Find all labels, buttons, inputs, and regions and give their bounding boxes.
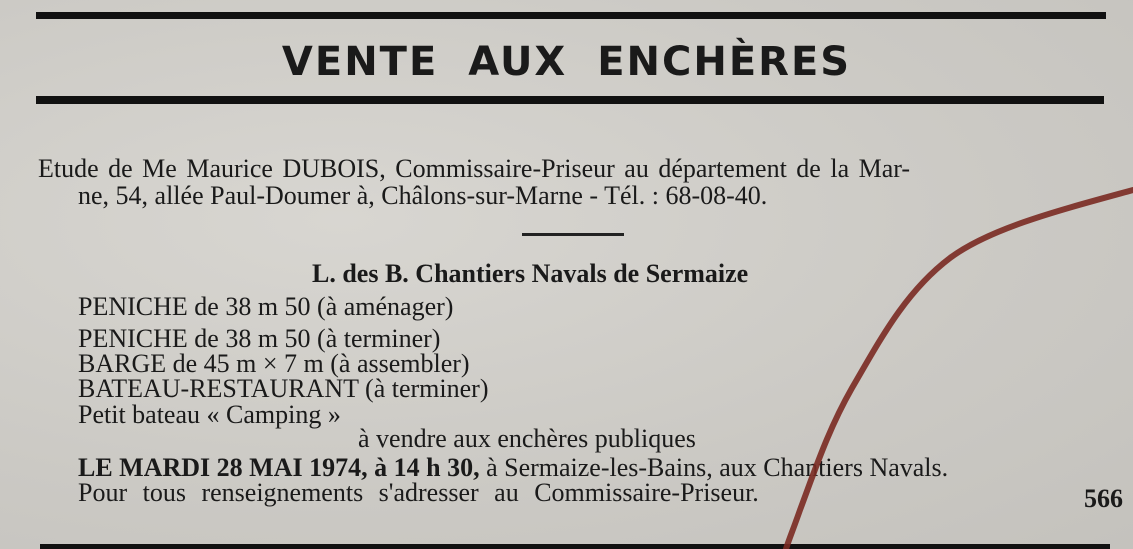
list-item: PENICHE de 38 m 50 (à terminer) xyxy=(78,324,441,353)
top-rule xyxy=(36,12,1106,19)
etude-line-1: Etude de Me Maurice DUBOIS, Commissaire-Priseur au département de la Mar- xyxy=(38,154,911,183)
page-title: VENTE AUX ENCHÈRES xyxy=(281,39,852,85)
reference-number: 566 xyxy=(1084,484,1123,513)
bottom-rule xyxy=(40,544,1110,549)
sale-date: LE MARDI 28 MAI 1974, à 14 h 30, xyxy=(78,453,480,482)
etude-line-2: ne, 54, allée Paul-Doumer à, Châlons-sur-Marne - Tél. : 68-08-40. xyxy=(78,181,768,210)
sale-location: à Sermaize-les-Bains, aux Chantiers Navals. xyxy=(479,453,949,482)
sale-note: à vendre aux enchères publiques xyxy=(358,424,696,453)
info-line: Pour tous renseignements s'adresser au Commissaire-Priseur. xyxy=(78,478,759,507)
title-rule xyxy=(36,96,1104,104)
list-item: BATEAU-RESTAURANT (à terminer) xyxy=(78,374,489,403)
list-item: Petit bateau « Camping » xyxy=(78,400,341,429)
list-item: PENICHE de 38 m 50 (à aménager) xyxy=(78,292,454,321)
lot-heading: L. des B. Chantiers Navals de Sermaize xyxy=(312,259,749,288)
list-item: BARGE de 45 m × 7 m (à assembler) xyxy=(78,349,470,378)
section-divider xyxy=(522,233,624,236)
